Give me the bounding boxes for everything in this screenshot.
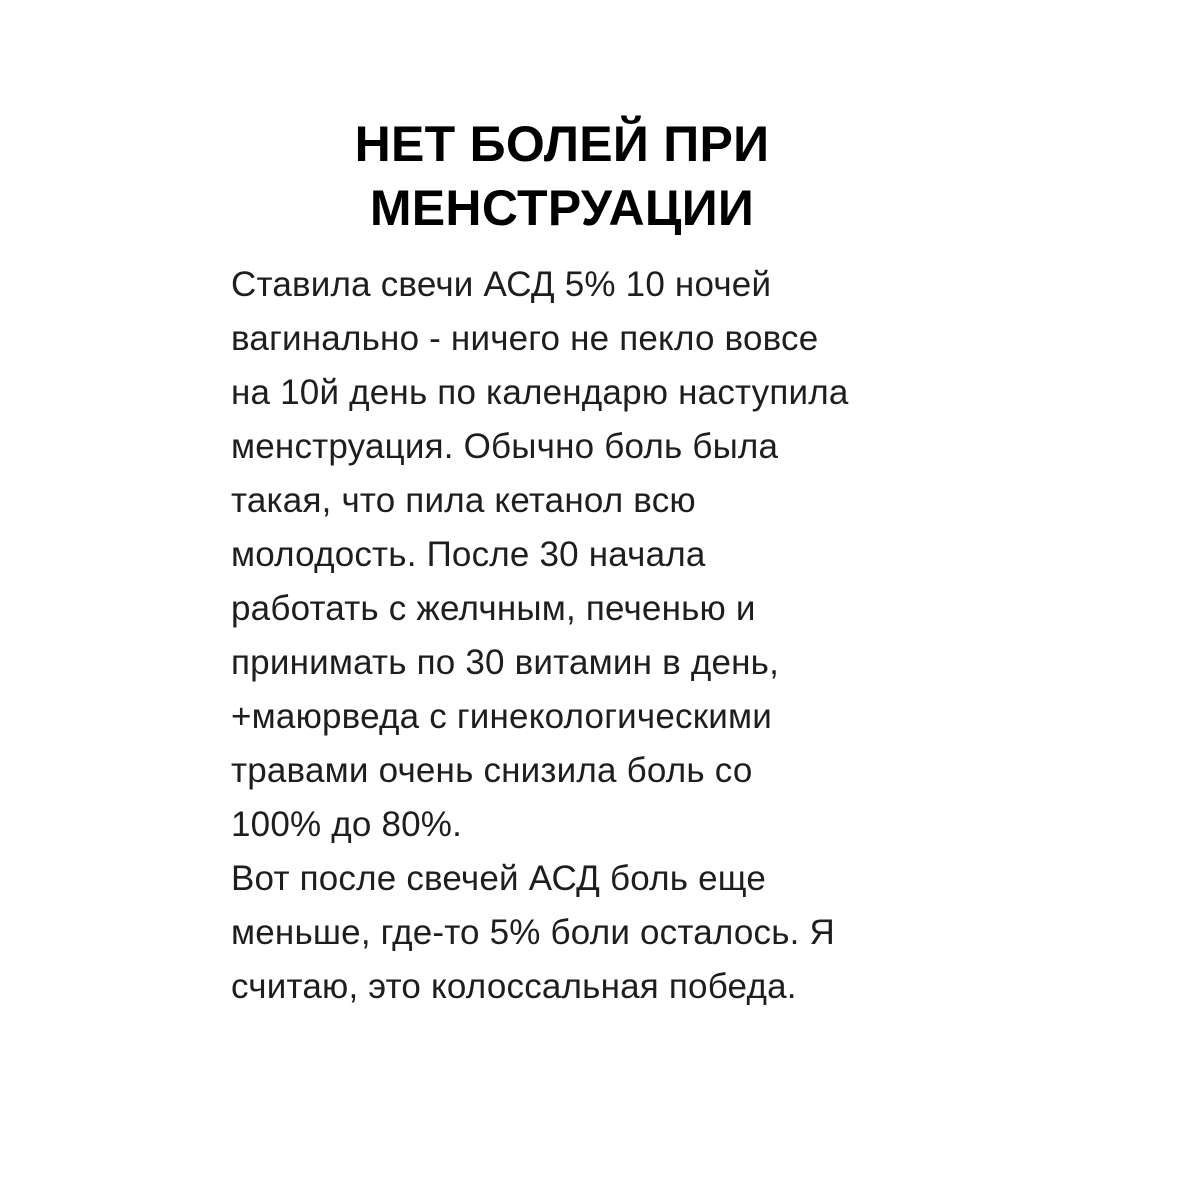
title-line-1: НЕТ БОЛЕЙ ПРИ (354, 116, 770, 172)
text-line: принимать по 30 витамин в день, (231, 643, 779, 682)
text-line: на 10й день по календарю наступила (231, 373, 849, 412)
text-line: Вот после свечей АСД боль еще (231, 859, 767, 898)
text-line: травами очень снизила боль со (231, 751, 753, 790)
text-line: Ставила свечи АСД 5% 10 ночей (231, 265, 772, 304)
text-line: такая, что пила кетанол всю (231, 481, 696, 520)
text-line: считаю, это колоссальная победа. (231, 967, 797, 1006)
text-line: 100% до 80%. (231, 805, 463, 844)
title-line-2: МЕНСТРУАЦИИ (369, 180, 755, 236)
text-line: меньше, где-то 5% боли осталось. Я (231, 913, 836, 952)
text-line: работать с желчным, печенью и (231, 589, 756, 628)
text-line: вагинально - ничего не пекло вовсе (231, 319, 819, 358)
testimonial-text (231, 258, 991, 1014)
text-line: молодость. После 30 начала (231, 535, 706, 574)
text-line: +маюрведа с гинекологическими (231, 697, 773, 736)
text-line: менструация. Обычно боль была (231, 427, 779, 466)
page-title (0, 112, 1124, 240)
